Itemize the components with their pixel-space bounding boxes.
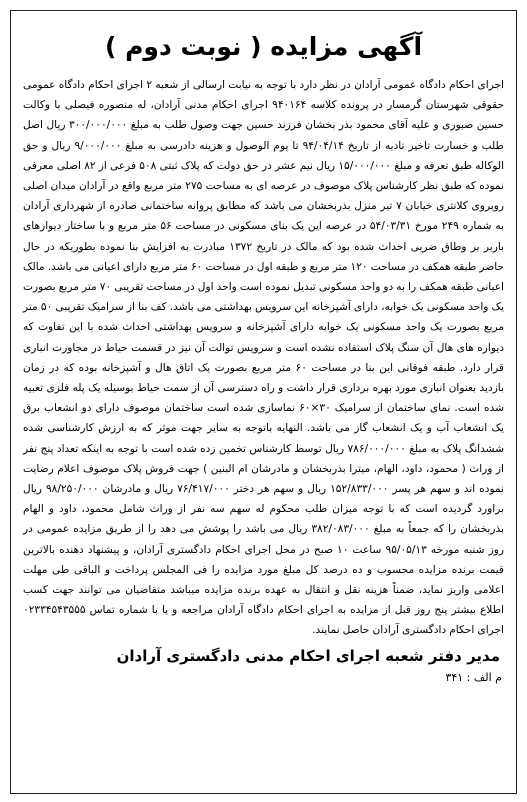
notice-body: اجرای احکام دادگاه عمومی آرادان در نظر دارد با توجه به نیابت ارسالی از شعبه ۲ اجرای احکام دادگاه عمومی حقوقی شهرستان گرمسار در پرونده کلاسه ۹۴۰۱۶۴ اجرای احکام مدنی آرادان، له منصوره فیصلی با وکالت حسین صبوری و علیه آقای محمود بذر بخشان فرزند حسین جهت وصول طلب به مبلغ ۳۰۰/۰۰۰/۰۰۰ ریال اصل طلب و خسارت تاخیر تادیه از تاریخ ۹۴/۰۴/۱۴ تا یوم الوصول و هزینه دادرسی به مبلغ ۹/۰۰۰/۰۰۰ ریال و حق الوکاله طبق تعرفه و مبلغ ۱۵/۰۰۰/۰۰۰ ریال نیم عشر در حق دولت که پلاک ثبتی ۵۰۸ فرعی از ۸۲ اصلی معرفی نموده که طبق نظر کارشناس پلاک موصوف در عرصه ای به مساحت ۲۷۵ متر مربع واقع در آرادان میدان اصلی روبروی کلانتری خیابان ۷ تیر منزل بذربخشان می باشد که مطابق پروانه ساختمانی صادره از شهرداری آرادان به شماره ۲۴۹ مورخ ۵۴/۰۳/۳۱ در عرصه این یک بنای مسکونی در مساحت ۵۶ متر مربع و با ساختار دیوارهای باربر بر وطاق ضربی احداث شده بود که مالک در تاریخ ۱۳۷۲ مبادرت به افزایش بنا نموده بطوریکه در حال حاضر طبقه همکف در مساحت ۱۲۰ متر مربع و طبقه اول در مساحت ۶۰ متر مربع دارای اعیانی می باشد. مالک اعیانی طبقه همکف را به دو واحد مسکونی تبدیل نموده است واحد اول در مساحت تقریبی ۷۰ متر مربع بصورت یک واحد مسکونی یک خوابه، دارای آشپزخانه این سرویس بهداشتی می باشد. کف بنا از سرامیک تقریبی ۵۰ متر مربع بصورت یک واحد مسکونی یک خوابه دارای آشپزخانه و سرویس بهداشتی احداث شده با این تفاوت که دیواره های هال آن سنگ پلاک استفاده نشده است و سرویس توالت آن نیز در قسمت حیاط در مجاورت انباری قرار دارد. طبقه فوقانی این بنا در مساحت ۶۰ متر مربع بصورت یک اتاق هال و آشپزخانه بوده که در زمان بازدید بعنوان انباری مورد بهره برداری قرار داشت و راه دسترسی آن از سمت حیاط بوسیله یک پله فلزی تعبیه شده است. نمای ساختمان از سرامیک ۳۰×۶۰ نماسازی شده است ساختمان موصوف دارای دو انشعاب برق یک انشعاب آب و یک انشعاب گاز می باشد. النهایه باتوجه به سایر جهت موثر که به ارزش کارشناسی شده ششدانگ پلاک به مبلغ ۷۸۶/۰۰۰/۰۰۰ ریال توسط کارشناس تخمین زده شده است با توجه به اینکه تعداد پنج نفر از وراث ( محمود، داود، الهام، میترا بذربخشان و مادرشان ام البنین ) جهت فروش پلاک موصوف اعلام رضایت نموده اند و سهم هر پسر ۱۵۲/۸۳۳/۰۰۰ ریال و سهم هر دختر ۷۶/۴۱۷/۰۰۰ ریال و مادرشان ۹۸/۲۵۰/۰۰۰ ریال براورد گردیده است که با توجه میزان طلب محکوم له سهم سه نفر از وراث شامل محمود، داود و الهام بذربخشان را که جمعاً به مبلغ ۳۸۲/۰۸۳/۰۰۰ ریال می باشد را پوشش می دهد را از طریق مزایده عمومی در روز شنبه مورخه ۹۵/۰۵/۱۳ ساعت ۱۰ صبح در محل اجرای احکام دادگستری آرادان، و پیشنهاد دهنده بالاترین قیمت برنده مزایده محسوب و ده درصد کل مبلغ مورد مزایده را فی المجلس پرداخت و الباقی طی مهلت اعلامی واریز نماید، ضمناً هزینه نقل و انتقال به عهده برنده مزایده میباشد متقاضیان می توانند جهت کسب اطلاع بیشتر پنج روز قبل از مزایده به اجرای احکام دادگاه آرادان مراجعه و یا با شماره تماس ۰۲۳۳۴۵۴۳۵۵۵ اجرای احکام دادگستری آرادان حاصل نمایند. bbox=[23, 79, 505, 637]
title-row bbox=[23, 31, 504, 63]
notice-frame bbox=[10, 10, 517, 794]
notice-title: آگهی مزایده ( نوبت دوم ) bbox=[104, 32, 423, 61]
notice-reference: م الف : ۳۴۱ bbox=[445, 670, 502, 684]
notice-signature: مدیر دفتر شعبه اجرای احکام مدنی دادگستری آرادان bbox=[116, 646, 500, 665]
